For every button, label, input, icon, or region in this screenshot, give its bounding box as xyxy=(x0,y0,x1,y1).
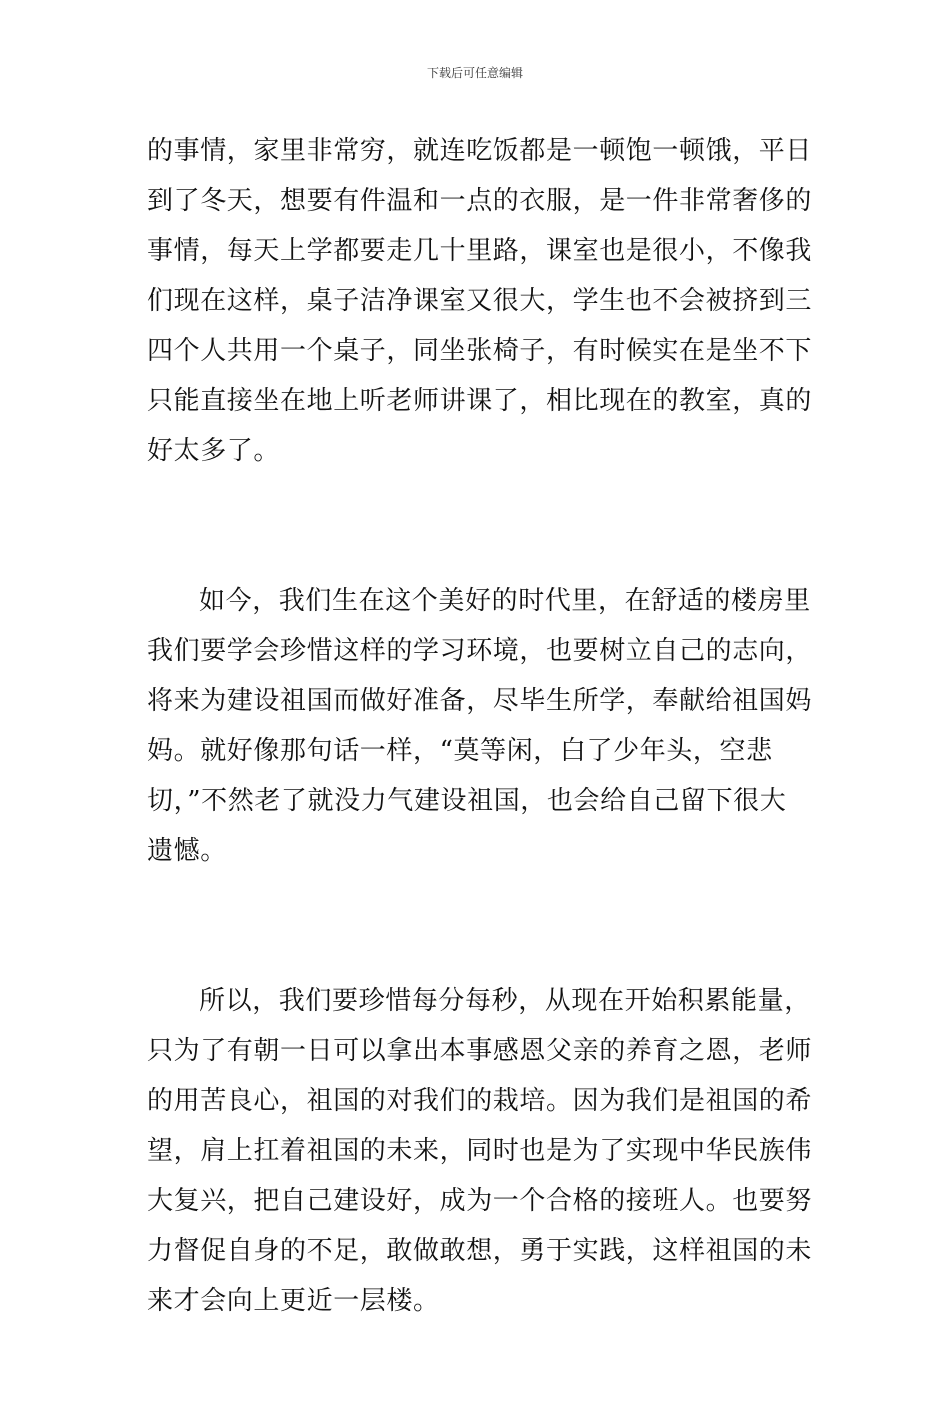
paragraph-line: 四个人共用一个桌子，同坐张椅子，有时候实在是坐不下 xyxy=(147,336,813,366)
paragraph-line: 大复兴，把自己建设好，成为一个合格的接班人。也要努 xyxy=(147,1186,813,1216)
paragraph-line: 如今，我们生在这个美好的时代里，在舒适的楼房里 xyxy=(199,586,811,616)
paragraph-line: 的事情，家里非常穷，就连吃饭都是一顿饱一顿饿，平日 xyxy=(147,136,813,166)
paragraph-line: 只为了有朝一日可以拿出本事感恩父亲的养育之恩，老师 xyxy=(147,1036,813,1066)
document-body xyxy=(147,126,813,1426)
paragraph-line: 我们要学会珍惜这样的学习环境，也要树立自己的志向， xyxy=(147,636,813,666)
paragraph-line: 遗憾。 xyxy=(147,836,227,866)
paragraph-line: 妈。就好像那句话一样，“莫等闲，白了少年头，空悲 xyxy=(147,736,773,766)
paragraph-line: 切，”不然老了就没力气建设祖国，也会给自己留下很大 xyxy=(147,786,787,816)
paragraph-line: 只能直接坐在地上听老师讲课了，相比现在的教室，真的 xyxy=(147,386,813,416)
paragraph-3 xyxy=(147,976,813,1326)
paragraph-line: 的用苦良心，祖国的对我们的栽培。因为我们是祖国的希 xyxy=(147,1086,813,1116)
paragraph-line: 将来为建设祖国而做好准备，尽毕生所学，奉献给祖国妈 xyxy=(147,686,813,716)
paragraph-line: 所以，我们要珍惜每分每秒，从现在开始积累能量， xyxy=(199,986,811,1016)
paragraph-line: 力督促自身的不足，敢做敢想，勇于实践，这样祖国的未 xyxy=(147,1236,813,1266)
paragraph-line: 好太多了。 xyxy=(147,436,281,466)
paragraph-2 xyxy=(147,576,813,876)
paragraph-line: 望，肩上扛着祖国的未来，同时也是为了实现中华民族伟 xyxy=(147,1136,813,1166)
paragraph-line: 到了冬天，想要有件温和一点的衣服，是一件非常奢侈的 xyxy=(147,186,813,216)
paragraph-line: 们现在这样，桌子洁净课室又很大，学生也不会被挤到三 xyxy=(147,286,813,316)
page-header-note: 下载后可任意编辑 xyxy=(426,66,523,80)
paragraph-1 xyxy=(147,126,813,476)
paragraph-line: 来才会向上更近一层楼。 xyxy=(147,1286,440,1316)
paragraph-line: 事情，每天上学都要走几十里路，课室也是很小，不像我 xyxy=(147,236,813,266)
